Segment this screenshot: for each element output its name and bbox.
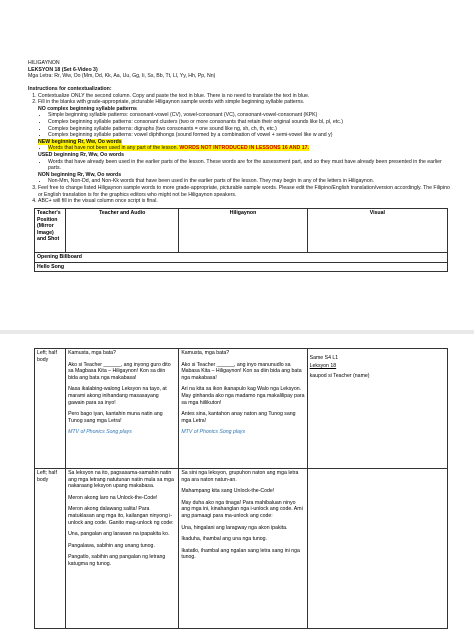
letters-line: Mga Letra: Rr, Ww, Oo (Mm, Dd, Kk, Aa, Uu, Gg, Ii, Ss, Bb, Tt, Ll, Yy, Hh, Pp, Nn) <box>28 73 216 80</box>
new-words-title: NEW beginning Rr, Ww, Oo words <box>38 138 122 145</box>
hiligaynon-cell: Sa sini nga leksyon, grupuhon naton ang mga letra nga ara naton natun-an. Mahampang kita sang Unlock-the-Code! May duha ako nga tinaga! Para mahibaluan ninyo ang mga ini, kinahanglan nga i-unlock ang code. Ami ang pamaagi para ma-unlock ang code: Una, hingalani ang laragway nga akon ipakita. Ikaduha, ihambal ang una nga tunog. Ikatatlo, ihambal ang ngalan sang letra sang ini nga tunog. <box>179 469 307 629</box>
hello-song-row: Hello Song <box>35 262 448 272</box>
visual-cell <box>307 469 447 629</box>
visual-cell: Same S4 L1 Leksyon 18 kaupod si Teacher (name) <box>307 349 447 469</box>
col-header-visual: Visual <box>307 209 447 253</box>
syllable-item: • Complex beginning syllable patterns: vowel diphthongs (sound formed by a combination of vowel + semi-vowel like w and y) <box>48 132 453 139</box>
col-header-audio: Teacher and Audio <box>66 209 179 253</box>
used-words-title: USED beginning Rr, Ww, Oo words <box>38 151 124 158</box>
mtv-note: MTV of Phonics Song plays <box>181 429 246 436</box>
table-header-row <box>35 209 448 253</box>
col-header-position: Teacher's Position (Mirror Image) and Shot <box>35 209 66 253</box>
instructions <box>28 86 453 205</box>
opening-billboard-row: Opening Billboard <box>35 253 448 263</box>
document-page-2 <box>0 334 474 632</box>
syllable-item: • Complex beginning syllable patterns: consonant clusters (two or more consonants that retain their original sounds like bl, pl, etc.) <box>48 119 453 126</box>
new-words-item: • Words that have not been used in any part of the lesson. WORDS NOT INTRODUCED IN LESSONS 16 AND 17. <box>48 145 453 152</box>
position-cell: Left; half body <box>35 469 66 629</box>
instructions-title: Instructions for contextualization: <box>28 86 112 92</box>
instruction-item: 1. Contextualize ONLY the second column. Copy and paste the text in blue. There is no need to translate the text in blue. <box>38 93 453 100</box>
used-words-item: • Words that have already been used in the earlier parts of the lesson. These words are for the assessment part, and so they must have already been presented in the earlier parts. <box>48 159 453 172</box>
script-table-1 <box>34 208 448 272</box>
non-words-title: NON beginning Rr, Ww, Oo words <box>38 171 122 178</box>
position-cell: Left; half body <box>35 349 66 469</box>
instruction-item: 3. Feel free to change listed Hiligaynon sample words to more grade-appropriate, picturable sample words. Please edit the Filipino/English translation/version accordingly. The Filipino or English translation is for the graphics editors who might not be Hiligaynon speakers. <box>38 185 453 198</box>
table-row <box>35 262 448 272</box>
hiligaynon-cell: Kamusta, mga bata? Ako si Teacher ______, ang inyo manunudlo sa Mabasa Kita – Hiligaynon! Kon sa diin bida ang bata nga makabasa! Ari na kita sa ikon ikanapulo kag Walo nga Leksyon. May ginhanda ako nga madamo nga makalilipay para sa mga hiilikuton! Antes sina, kantahon anay naton ang Tunog sang mga Letra! MTV of Phonics Song plays <box>179 349 307 469</box>
table-row <box>35 253 448 263</box>
lesson-title: LEKSYON 18 (Set 6-Video 3) <box>28 66 98 73</box>
table-row <box>35 349 448 469</box>
script-table-2 <box>34 348 448 629</box>
syllable-item: • Simple beginning syllable patterns: consonant-vowel (CV), vowel-consonant (VC), consonant-vowel-consonant (KPK) <box>48 112 453 119</box>
instruction-item: 2. Fill in the blanks with grade-appropriate, picturable Hiligaynon sample words with simple beginning syllable patterns. NO complex beginning syllable patterns • Simple beginning syllable patterns: consonant-vowel (CV), vowel-consonant (VC), consonant-vowel-consonant (KPK) • Complex beginning syllable patterns: consonant clusters (two or more consonants that retain their original sounds like bl, pl, etc.) • Complex beginning syllable patterns: digraphs (two consonants = one sound like ng, sh, ch, th, etc.) • Complex beginning syllable patterns: vowel diphthongs (sound formed by a combination of vowel + semi-vowel like w and y) NEW beginning Rr, Ww, Oo words • Words that have not been used in any part of the lesson. WORDS NOT INTRODUCED IN LESSONS 16 AND 17. USED beginning Rr, Ww, Oo words • Words that have already been used in the earlier parts of the lesson. These words are for the assessment part, and so they must have already been presented in the earlier parts. NON beginning Rr, Ww, Oo words • Non-Mm, Non-Dd, and Non-Kk words that have been used in the earlier parts of the lesson. They may begin in any of the letters in Hiligaynon. <box>38 99 453 185</box>
mtv-note: MTV of Phonics Song plays <box>68 429 132 436</box>
non-words-item: • Non-Mm, Non-Dd, and Non-Kk words that have been used in the earlier parts of the lesson. They may begin in any of the letters in Hiligaynon. <box>48 178 453 185</box>
instruction-item: 4. ABC+ will fill in the visual column once script is final. <box>38 198 453 205</box>
audio-cell: Sa leksyon na ito, pagsasama-samahin natin ang mga letrang natutunan natin mula sa mga nakaraang leksyon upang makabasa. Meron akong laro na Unlock-the-Code! Meron akong dalawang salita! Para matuklasan ang mga ito, kailangan ninyong i-unlock ang code. Ganito mag-unlock ng code: Una, pangalan ang larawan na ipapakita ko. Pangalawa, sabihin ang unang tunog. Pangatlo, sabihin ang pangalan ng letrang katugma ng tunog. <box>66 469 179 629</box>
col-header-hiligaynon: Hiligaynon <box>179 209 307 253</box>
no-complex-title: NO complex beginning syllable patterns <box>38 105 137 112</box>
table-row <box>35 469 448 629</box>
audio-cell: Kamusta, mga bata? Ako si Teacher ______, ang inyong guro dito sa Magbasa Kita – Hiligaynon! Kon sa diin bida ang bata nga makabasa! Nasa ikalabing-walong Leksyon na tayo, at marami akong inihandang masasayang gawain para sa inyo! Pero bago iyan, kantahin muna natin ang Tunog sang mga Letra! MTV of Phonics Song plays <box>66 349 179 469</box>
language-title: HILIGAYNON <box>28 60 60 66</box>
syllable-item: • Complex beginning syllable patterns: digraphs (two consonants = one sound like ng, sh, ch, th, etc.) <box>48 126 453 133</box>
lesson-header <box>28 60 448 80</box>
